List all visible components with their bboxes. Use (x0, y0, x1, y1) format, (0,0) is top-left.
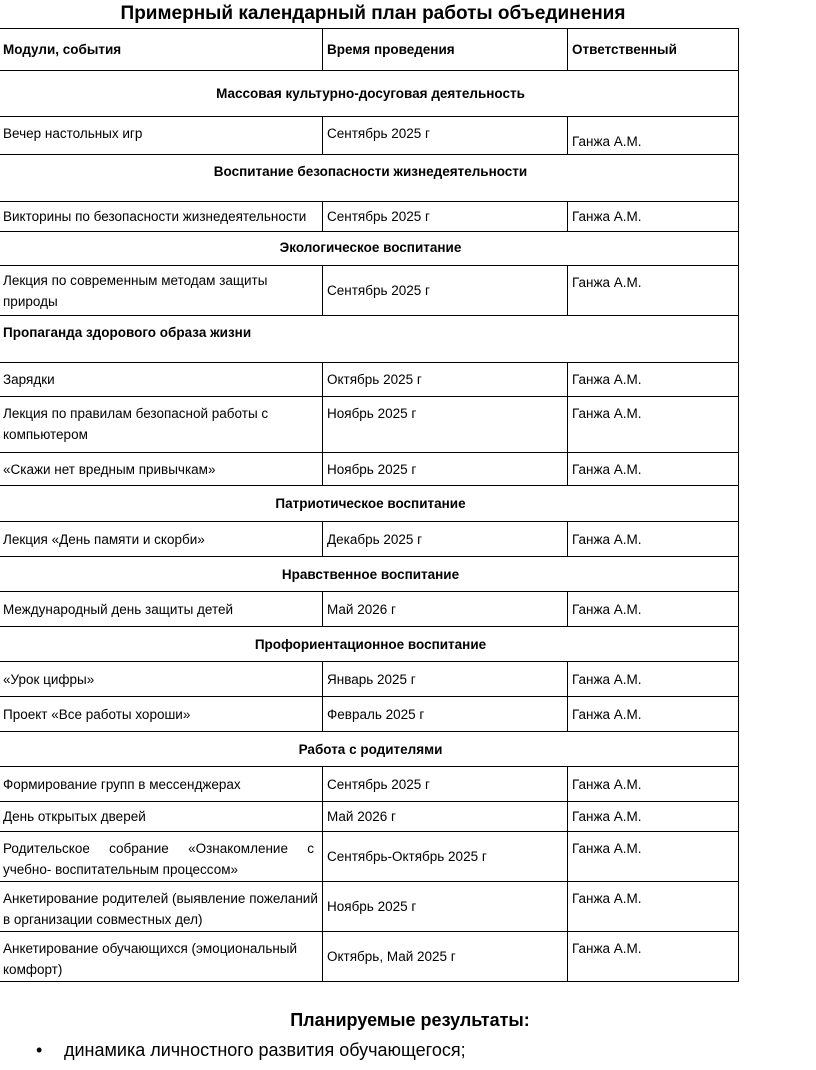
table-row (0, 662, 739, 697)
section-heading: Работа с родителями (0, 732, 739, 767)
section-row (0, 486, 739, 522)
responsible-cell: Ганжа А.М. (568, 397, 739, 453)
results-heading: Планируемые результаты: (290, 1010, 530, 1030)
time-cell: Февраль 2025 г (323, 697, 568, 732)
section-heading: Профориентационное воспитание (0, 627, 739, 662)
column-header: Ответственный (568, 29, 739, 71)
event-cell: Анкетирование родителей (выявление пожеланий в организации совместных дел) (0, 882, 323, 932)
section-row (0, 155, 739, 202)
responsible-cell: Ганжа А.М. (568, 662, 739, 697)
table-row (0, 522, 739, 557)
section-heading: Массовая культурно-досуговая деятельность (0, 71, 739, 117)
list-item-text: динамика личностного развития обучающегося; (64, 1040, 466, 1060)
column-header: Модули, события (0, 29, 323, 71)
section-heading: Пропаганда здорового образа жизни (0, 316, 739, 363)
list-item (28, 1040, 466, 1061)
time-cell: Май 2026 г (323, 592, 568, 627)
event-cell: Викторины по безопасности жизнедеятельности (0, 202, 323, 232)
table-row (0, 697, 739, 732)
section-row (0, 557, 739, 592)
event-cell: Вечер настольных игр (0, 117, 323, 155)
responsible-cell: Ганжа А.М. (568, 802, 739, 832)
time-cell: Январь 2025 г (323, 662, 568, 697)
section-heading: Нравственное воспитание (0, 557, 739, 592)
time-cell: Сентябрь 2025 г (323, 266, 568, 316)
section-heading: Патриотическое воспитание (0, 486, 739, 522)
page-title: Примерный календарный план работы объединения (120, 3, 626, 24)
event-cell: Зарядки (0, 363, 323, 397)
section-heading: Экологическое воспитание (0, 232, 739, 266)
results-list (28, 1040, 466, 1061)
plan-table (0, 28, 739, 982)
event-cell: День открытых дверей (0, 802, 323, 832)
responsible-cell: Ганжа А.М. (568, 117, 739, 155)
event-cell (0, 832, 323, 882)
event-cell: Международный день защиты детей (0, 592, 323, 627)
time-cell: Ноябрь 2025 г (323, 397, 568, 453)
table-row (0, 592, 739, 627)
table-row (0, 397, 739, 453)
section-row (0, 232, 739, 266)
table-row (0, 202, 739, 232)
section-row (0, 71, 739, 117)
time-cell: Сентябрь 2025 г (323, 202, 568, 232)
table-row (0, 767, 739, 802)
time-cell: Сентябрь 2025 г (323, 117, 568, 155)
event-cell: Анкетирование обучающихся (эмоциональный комфорт) (0, 932, 323, 982)
time-cell: Ноябрь 2025 г (323, 882, 568, 932)
section-row (0, 732, 739, 767)
time-cell: Декабрь 2025 г (323, 522, 568, 557)
column-header: Время проведения (323, 29, 568, 71)
time-cell: Сентябрь-Октябрь 2025 г (323, 832, 568, 882)
table-row (0, 832, 739, 882)
event-cell: Формирование групп в мессенджерах (0, 767, 323, 802)
time-cell: Октябрь, Май 2025 г (323, 932, 568, 982)
event-cell: Лекция по современным методам защиты природы (0, 266, 323, 316)
table-header-row (0, 29, 739, 71)
event-cell: Лекция по правилам безопасной работы с компьютером (0, 397, 323, 453)
section-row (0, 627, 739, 662)
responsible-cell: Ганжа А.М. (568, 882, 739, 932)
responsible-cell: Ганжа А.М. (568, 522, 739, 557)
table-row (0, 266, 739, 316)
responsible-cell: Ганжа А.М. (568, 697, 739, 732)
section-heading: Воспитание безопасности жизнедеятельности (0, 155, 739, 202)
event-cell: «Скажи нет вредным привычкам» (0, 453, 323, 486)
time-cell: Май 2026 г (323, 802, 568, 832)
event-line: Родительское собрание «Ознакомление с (3, 841, 314, 856)
responsible-cell: Ганжа А.М. (568, 932, 739, 982)
responsible-cell: Ганжа А.М. (568, 592, 739, 627)
table-row (0, 882, 739, 932)
bullet-icon: • (36, 1040, 43, 1060)
table-row (0, 453, 739, 486)
table-row (0, 117, 739, 155)
table-row (0, 802, 739, 832)
section-row (0, 316, 739, 363)
time-cell: Октябрь 2025 г (323, 363, 568, 397)
responsible-cell: Ганжа А.М. (568, 202, 739, 232)
table-row (0, 363, 739, 397)
responsible-cell: Ганжа А.М. (568, 453, 739, 486)
event-cell: Лекция «День памяти и скорби» (0, 522, 323, 557)
responsible-cell: Ганжа А.М. (568, 832, 739, 882)
time-cell: Ноябрь 2025 г (323, 453, 568, 486)
table-row (0, 932, 739, 982)
responsible-cell: Ганжа А.М. (568, 363, 739, 397)
event-cell: «Урок цифры» (0, 662, 323, 697)
event-line: учебно- воспитательным процессом» (3, 862, 239, 877)
responsible-cell: Ганжа А.М. (568, 266, 739, 316)
event-cell: Проект «Все работы хороши» (0, 697, 323, 732)
responsible-cell: Ганжа А.М. (568, 767, 739, 802)
time-cell: Сентябрь 2025 г (323, 767, 568, 802)
